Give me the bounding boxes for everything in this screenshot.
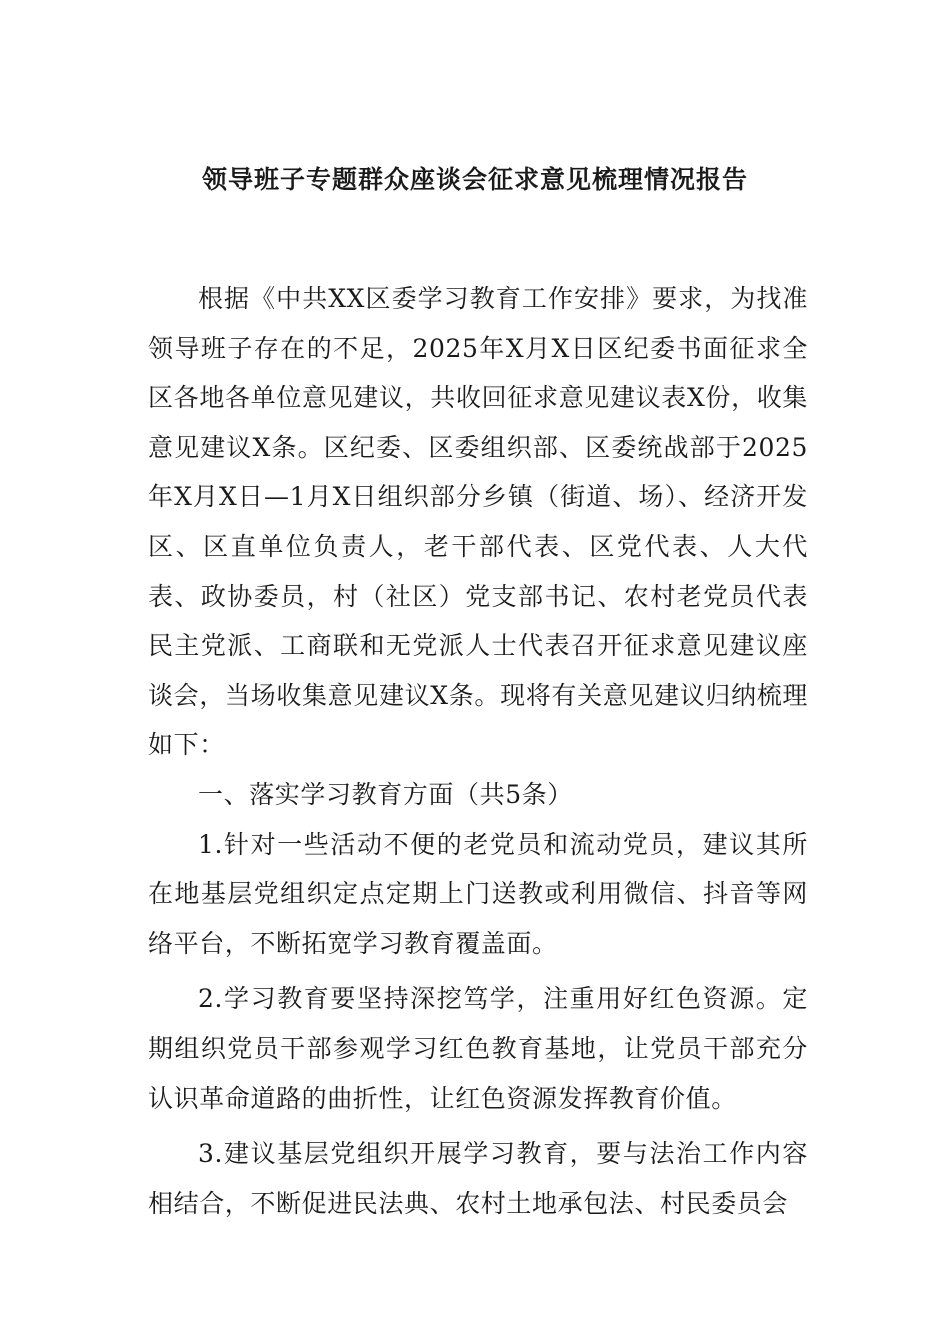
- document-title: 领导班子专题群众座谈会征求意见梳理情况报告: [201, 165, 748, 194]
- document-body: [148, 274, 808, 1228]
- section-heading-study-education: 一、落实学习教育方面（共5条）: [198, 779, 573, 809]
- suggestion-item-1: 1.针对一些活动不便的老党员和流动党员，建议其所在地基层党组织定点定期上门送教或利用微信、抖音等网络平台，不断拓宽学习教育覆盖面。: [148, 829, 808, 958]
- suggestion-item-2: 2.学习教育要坚持深挖笃学，注重用好红色资源。定期组织党员干部参观学习红色教育基地，让党员干部充分认识革命道路的曲折性，让红色资源发挥教育价值。: [148, 984, 808, 1113]
- suggestion-item-3: 3.建议基层党组织开展学习教育，要与法治工作内容相结合，不断促进民法典、农村土地承包法、村民委员会: [148, 1139, 808, 1218]
- intro-paragraph: 根据《中共XX区委学习教育工作安排》要求，为找准领导班子存在的不足，2025年X月X日区纪委书面征求全区各地各单位意见建议，共收回征求意见建议表X份，收集意见建议X条。区纪委、区委组织部、区委统战部于2025年X月X日—1月X日组织部分乡镇（街道、场）、经济开发区、区直单位负责人，老干部代表、区党代表、人大代表、政协委员，村（社区）党支部书记、农村老党员代表民主党派、工商联和无党派人士代表召开征求意见建议座谈会，当场收集意见建议X条。现将有关意见建议归纳梳理如下：: [148, 284, 808, 760]
